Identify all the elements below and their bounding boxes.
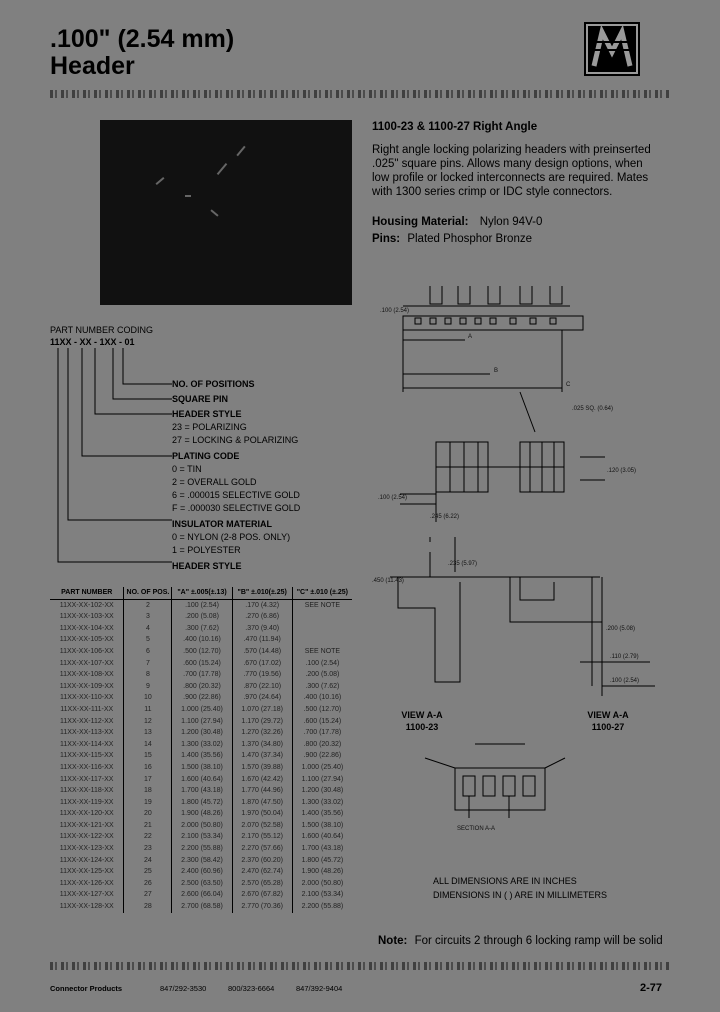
company-logo bbox=[584, 22, 640, 76]
table-cell: 11XX-XX-128-XX bbox=[59, 903, 114, 911]
housing-label: Housing Material: bbox=[372, 216, 469, 228]
table-cell: 10 bbox=[124, 692, 172, 704]
table-cell: .600 (15.24) bbox=[172, 658, 232, 670]
table-cell bbox=[292, 623, 352, 635]
table-cell: 9 bbox=[124, 681, 172, 693]
dim-label-c: C bbox=[566, 382, 571, 388]
coding-line: NO. OF POSITIONS bbox=[172, 379, 255, 389]
table-cell: .300 (7.62) bbox=[172, 623, 232, 635]
part-coding-tree bbox=[50, 348, 180, 568]
table-cell: 11XX-XX-123-XX bbox=[59, 845, 114, 853]
table-cell: 1.500 (38.10) bbox=[292, 820, 352, 832]
coding-line: 0 = NYLON (2-8 POS. ONLY) bbox=[172, 532, 291, 542]
col-positions: NO. OF POS. bbox=[124, 587, 172, 599]
note-text: For circuits 2 through 6 locking ramp will be solid bbox=[414, 935, 663, 947]
description-line: .025" square pins. Allows many design options, when bbox=[372, 158, 643, 170]
table-row bbox=[50, 692, 352, 704]
table-cell: 1.000 (25.40) bbox=[292, 762, 352, 774]
coding-line: HEADER STYLE bbox=[172, 561, 242, 571]
dimension-notes bbox=[433, 874, 607, 902]
table-cell: 1.400 (35.56) bbox=[292, 808, 352, 820]
description-heading: 1100-23 & 1100-27 Right Angle bbox=[372, 121, 538, 133]
table-cell: 11XX-XX-110-XX bbox=[60, 694, 114, 702]
table-row bbox=[50, 727, 352, 739]
dim-label-a: A bbox=[468, 334, 473, 340]
table-row bbox=[50, 634, 352, 646]
view-title: VIEW A-A bbox=[587, 710, 629, 720]
col-c: "C" ±.010 (±.25) bbox=[292, 587, 352, 599]
table-cell: 21 bbox=[124, 820, 172, 832]
table-cell: 11XX-XX-122-XX bbox=[59, 833, 114, 841]
footer-phone-1: 847/292-3530 bbox=[160, 984, 207, 993]
table-cell: .700 (17.78) bbox=[172, 669, 232, 681]
pins-value: Plated Phosphor Bronze bbox=[407, 233, 532, 245]
table-cell: 2.170 (55.12) bbox=[232, 831, 292, 843]
table-cell: .500 (12.70) bbox=[292, 704, 352, 716]
table-row bbox=[50, 808, 352, 820]
table-cell: .900 (22.86) bbox=[292, 750, 352, 762]
table-cell: .470 (11.94) bbox=[232, 634, 292, 646]
table-cell: 2.670 (67.82) bbox=[232, 889, 292, 901]
table-cell: 1.100 (27.94) bbox=[172, 716, 232, 728]
note-label: Note: bbox=[378, 935, 408, 947]
table-row bbox=[50, 646, 352, 658]
table-cell: 2.100 (53.34) bbox=[172, 831, 232, 843]
dim-label-b: B bbox=[494, 368, 499, 374]
table-cell: 24 bbox=[124, 855, 172, 867]
table-row bbox=[50, 774, 352, 786]
table-cell: 13 bbox=[124, 727, 172, 739]
table-cell: 8 bbox=[124, 669, 172, 681]
table-cell: 11XX-XX-127-XX bbox=[59, 891, 114, 899]
dim-label: .025 SQ. (0.64) bbox=[572, 406, 614, 412]
table-cell: .800 (20.32) bbox=[292, 739, 352, 751]
table-cell: 11XX-XX-111-XX bbox=[60, 705, 114, 713]
table-cell: 2.000 (50.80) bbox=[292, 878, 352, 890]
housing-value: Nylon 94V-0 bbox=[479, 216, 543, 228]
table-row bbox=[50, 831, 352, 843]
table-cell: 1.870 (47.50) bbox=[232, 797, 292, 809]
table-cell: 7 bbox=[124, 658, 172, 670]
table-cell: 2.200 (55.88) bbox=[292, 901, 352, 913]
table-cell: .300 (7.62) bbox=[292, 681, 352, 693]
table-cell: .500 (12.70) bbox=[172, 646, 232, 658]
locking-note bbox=[378, 935, 663, 947]
page-title bbox=[50, 26, 234, 80]
table-cell: 11XX-XX-119-XX bbox=[60, 798, 114, 806]
col-a: "A" ±.005(±.13) bbox=[172, 587, 232, 599]
table-cell: 2.000 (50.80) bbox=[172, 820, 232, 832]
table-cell: 1.470 (37.34) bbox=[232, 750, 292, 762]
table-row bbox=[50, 716, 352, 728]
description-line: low profile or locked interconnects are required. Mates bbox=[372, 172, 649, 184]
table-row bbox=[50, 739, 352, 751]
table-cell: 1.100 (27.94) bbox=[292, 774, 352, 786]
table-cell: 1.900 (48.26) bbox=[292, 866, 352, 878]
table-cell: 2.200 (55.88) bbox=[172, 843, 232, 855]
table-row bbox=[50, 878, 352, 890]
table-cell: .400 (10.16) bbox=[292, 692, 352, 704]
table-cell: 1.300 (33.02) bbox=[172, 739, 232, 751]
table-cell: 1.700 (43.18) bbox=[292, 843, 352, 855]
table-cell: 1.670 (42.42) bbox=[232, 774, 292, 786]
table-cell: 11XX-XX-114-XX bbox=[60, 740, 114, 748]
dim-label: .120 (3.05) bbox=[607, 468, 637, 474]
table-row bbox=[50, 623, 352, 635]
table-header-row bbox=[50, 587, 352, 599]
table-cell: 1.200 (30.48) bbox=[292, 785, 352, 797]
coding-line: 6 = .000015 SELECTIVE GOLD bbox=[172, 490, 300, 500]
coding-line: SQUARE PIN bbox=[172, 394, 229, 404]
table-cell: 1.570 (39.88) bbox=[232, 762, 292, 774]
table-cell: 2.370 (60.20) bbox=[232, 855, 292, 867]
table-cell: 25 bbox=[124, 866, 172, 878]
table-cell: 11XX-XX-115-XX bbox=[60, 752, 114, 760]
table-cell: 2.500 (63.50) bbox=[172, 878, 232, 890]
footer-phone-3: 847/392-9404 bbox=[296, 984, 343, 993]
col-part-number: PART NUMBER bbox=[50, 587, 124, 599]
table-row bbox=[50, 599, 352, 611]
table-row bbox=[50, 889, 352, 901]
dim-label: .100 (2.54) bbox=[610, 678, 640, 684]
table-cell: .200 (5.08) bbox=[292, 669, 352, 681]
coding-line: 0 = TIN bbox=[172, 464, 202, 474]
table-row bbox=[50, 611, 352, 623]
table-cell: 11XX-XX-120-XX bbox=[59, 810, 114, 818]
table-cell: .970 (24.64) bbox=[232, 692, 292, 704]
table-cell: 2.470 (62.74) bbox=[232, 866, 292, 878]
coding-line: F = .000030 SELECTIVE GOLD bbox=[172, 503, 301, 513]
view-part: 1100-27 bbox=[591, 722, 625, 732]
table-cell: .670 (17.02) bbox=[232, 658, 292, 670]
top-divider bbox=[50, 90, 670, 98]
table-cell: 2.070 (52.58) bbox=[232, 820, 292, 832]
table-cell: .570 (14.48) bbox=[232, 646, 292, 658]
title-line-1: .100" (2.54 mm) bbox=[50, 25, 235, 53]
footer-phone-2: 800/323-6664 bbox=[228, 984, 275, 993]
table-cell: 1.500 (38.10) bbox=[172, 762, 232, 774]
table-cell: 1.600 (40.64) bbox=[172, 774, 232, 786]
table-cell: 11XX-XX-121-XX bbox=[59, 821, 114, 829]
description-text bbox=[372, 143, 672, 199]
table-cell: 1.900 (48.26) bbox=[172, 808, 232, 820]
table-row bbox=[50, 843, 352, 855]
table-cell: 2 bbox=[124, 599, 172, 611]
table-cell: 1.800 (45.72) bbox=[292, 855, 352, 867]
table-cell: 1.600 (40.64) bbox=[292, 831, 352, 843]
table-cell: 1.000 (25.40) bbox=[172, 704, 232, 716]
table-cell bbox=[292, 634, 352, 646]
table-cell: 11XX-XX-118-XX bbox=[60, 787, 114, 795]
table-cell bbox=[292, 611, 352, 623]
table-cell: .770 (19.56) bbox=[232, 669, 292, 681]
table-row bbox=[50, 785, 352, 797]
dimension-note-line: DIMENSIONS IN ( ) ARE IN MILLIMETERS bbox=[433, 890, 608, 900]
table-row bbox=[50, 855, 352, 867]
dim-label: .245 (6.22) bbox=[430, 514, 460, 520]
table-cell: .870 (22.10) bbox=[232, 681, 292, 693]
part-coding-code: 11XX - XX - 1XX - 01 bbox=[50, 337, 135, 347]
coding-line: 27 = LOCKING & POLARIZING bbox=[172, 435, 299, 445]
view-part: 1100-23 bbox=[405, 722, 439, 732]
table-cell: 11XX-XX-109-XX bbox=[59, 682, 114, 690]
dim-label: .100 (2.54) bbox=[378, 495, 408, 501]
table-cell: 6 bbox=[124, 646, 172, 658]
table-cell: 11XX-XX-117-XX bbox=[60, 775, 114, 783]
table-cell: .100 (2.54) bbox=[292, 658, 352, 670]
part-coding-label: PART NUMBER CODING bbox=[50, 325, 154, 335]
product-photo bbox=[100, 120, 352, 305]
table-cell: .370 (9.40) bbox=[232, 623, 292, 635]
table-cell: 2.570 (65.28) bbox=[232, 878, 292, 890]
table-cell: 12 bbox=[124, 716, 172, 728]
table-cell: 2.270 (57.66) bbox=[232, 843, 292, 855]
table-cell: 15 bbox=[124, 750, 172, 762]
technical-drawing bbox=[370, 282, 680, 702]
table-cell: 23 bbox=[124, 843, 172, 855]
table-cell: 4 bbox=[124, 623, 172, 635]
table-cell: 11XX-XX-112-XX bbox=[60, 717, 114, 725]
table-cell: 18 bbox=[124, 785, 172, 797]
table-cell: 2.770 (70.36) bbox=[232, 901, 292, 913]
table-cell: 1.270 (32.26) bbox=[232, 727, 292, 739]
table-row bbox=[50, 669, 352, 681]
pins-material bbox=[372, 232, 672, 246]
bottom-divider bbox=[50, 962, 670, 970]
table-cell: 1.400 (35.56) bbox=[172, 750, 232, 762]
section-note: SECTION A-A bbox=[457, 826, 496, 832]
description-line: with 1300 series crimp or IDC style connectors. bbox=[372, 186, 613, 198]
table-cell: 2.400 (60.96) bbox=[172, 866, 232, 878]
page-number: 2-77 bbox=[640, 982, 663, 994]
table-cell: .900 (22.86) bbox=[172, 692, 232, 704]
description-block bbox=[372, 121, 672, 246]
table-cell: 11XX-XX-107-XX bbox=[59, 659, 114, 667]
table-row bbox=[50, 797, 352, 809]
table-cell: 11XX-XX-102-XX bbox=[59, 601, 114, 609]
table-cell: 19 bbox=[124, 797, 172, 809]
col-b: "B" ±.010(±.25) bbox=[232, 587, 292, 599]
table-cell: 11XX-XX-104-XX bbox=[59, 624, 114, 632]
pins-label: Pins: bbox=[372, 233, 401, 245]
table-cell: 2.300 (58.42) bbox=[172, 855, 232, 867]
table-cell: 1.800 (45.72) bbox=[172, 797, 232, 809]
table-cell: .600 (15.24) bbox=[292, 716, 352, 728]
dim-label: .110 (2.79) bbox=[610, 654, 639, 660]
table-cell: 3 bbox=[124, 611, 172, 623]
parts-table bbox=[50, 587, 352, 913]
table-cell: .400 (10.16) bbox=[172, 634, 232, 646]
table-cell: 11XX-XX-113-XX bbox=[60, 729, 114, 737]
table-cell: 11XX-XX-106-XX bbox=[59, 647, 114, 655]
table-cell: .800 (20.32) bbox=[172, 681, 232, 693]
parts-table-body bbox=[50, 599, 352, 913]
table-row bbox=[50, 820, 352, 832]
dim-label: .450 (11.43) bbox=[372, 578, 404, 584]
table-cell: 14 bbox=[124, 739, 172, 751]
table-row bbox=[50, 750, 352, 762]
table-cell: 22 bbox=[124, 831, 172, 843]
table-cell: 16 bbox=[124, 762, 172, 774]
table-cell: 2.600 (66.04) bbox=[172, 889, 232, 901]
view-label-1100-27 bbox=[578, 709, 638, 733]
logo-mark-icon bbox=[584, 22, 640, 76]
table-cell: 11XX-XX-125-XX bbox=[59, 868, 114, 876]
table-cell: .200 (5.08) bbox=[172, 611, 232, 623]
title-line-2: Header bbox=[50, 52, 135, 80]
table-cell: SEE NOTE bbox=[292, 646, 352, 658]
table-row bbox=[50, 681, 352, 693]
dimension-note-line: ALL DIMENSIONS ARE IN INCHES bbox=[433, 876, 577, 886]
table-cell: 11XX-XX-108-XX bbox=[59, 671, 114, 679]
table-cell: 1.200 (30.48) bbox=[172, 727, 232, 739]
table-cell: 11XX-XX-124-XX bbox=[59, 856, 114, 864]
table-cell: 26 bbox=[124, 878, 172, 890]
table-cell: 11XX-XX-105-XX bbox=[59, 636, 114, 644]
section-drawing bbox=[415, 738, 595, 838]
table-cell: SEE NOTE bbox=[292, 599, 352, 611]
coding-line: 2 = OVERALL GOLD bbox=[172, 477, 257, 487]
table-cell: .270 (6.86) bbox=[232, 611, 292, 623]
table-cell: 1.700 (43.18) bbox=[172, 785, 232, 797]
table-cell: 1.300 (33.02) bbox=[292, 797, 352, 809]
view-label-1100-23 bbox=[392, 709, 452, 733]
table-cell: .170 (4.32) bbox=[232, 599, 292, 611]
table-row bbox=[50, 901, 352, 913]
table-cell: .700 (17.78) bbox=[292, 727, 352, 739]
dim-label: .235 (5.97) bbox=[448, 561, 478, 567]
coding-line: HEADER STYLE bbox=[172, 409, 242, 419]
table-cell: 20 bbox=[124, 808, 172, 820]
table-cell: 1.370 (34.80) bbox=[232, 739, 292, 751]
coding-line: 1 = POLYESTER bbox=[172, 545, 241, 555]
table-cell: 5 bbox=[124, 634, 172, 646]
table-cell: 2.100 (53.34) bbox=[292, 889, 352, 901]
dim-label: .200 (5.08) bbox=[606, 626, 636, 632]
table-row bbox=[50, 658, 352, 670]
table-cell: 1.070 (27.18) bbox=[232, 704, 292, 716]
table-cell: 1.970 (50.04) bbox=[232, 808, 292, 820]
table-cell: 28 bbox=[124, 901, 172, 913]
table-cell: .100 (2.54) bbox=[172, 599, 232, 611]
coding-line: 23 = POLARIZING bbox=[172, 422, 247, 432]
table-cell: 11XX-XX-116-XX bbox=[60, 763, 114, 771]
table-cell: 11XX-XX-103-XX bbox=[59, 613, 114, 621]
table-cell: 1.770 (44.96) bbox=[232, 785, 292, 797]
table-cell: 2.700 (68.58) bbox=[172, 901, 232, 913]
description-line: Right angle locking polarizing headers with preinserted bbox=[372, 144, 651, 156]
coding-line: INSULATOR MATERIAL bbox=[172, 519, 272, 529]
table-cell: 11XX-XX-126-XX bbox=[59, 879, 114, 887]
view-title: VIEW A-A bbox=[401, 710, 443, 720]
table-row bbox=[50, 866, 352, 878]
table-cell: 17 bbox=[124, 774, 172, 786]
part-coding-legend bbox=[172, 378, 300, 573]
housing-material bbox=[372, 215, 672, 229]
footer-company: Connector Products bbox=[50, 984, 123, 993]
coding-line: PLATING CODE bbox=[172, 451, 240, 461]
table-row bbox=[50, 762, 352, 774]
table-cell: 27 bbox=[124, 889, 172, 901]
table-cell: 1.170 (29.72) bbox=[232, 716, 292, 728]
dim-label: .100 (2.54) bbox=[380, 308, 410, 314]
table-row bbox=[50, 704, 352, 716]
table-cell: 11 bbox=[124, 704, 172, 716]
